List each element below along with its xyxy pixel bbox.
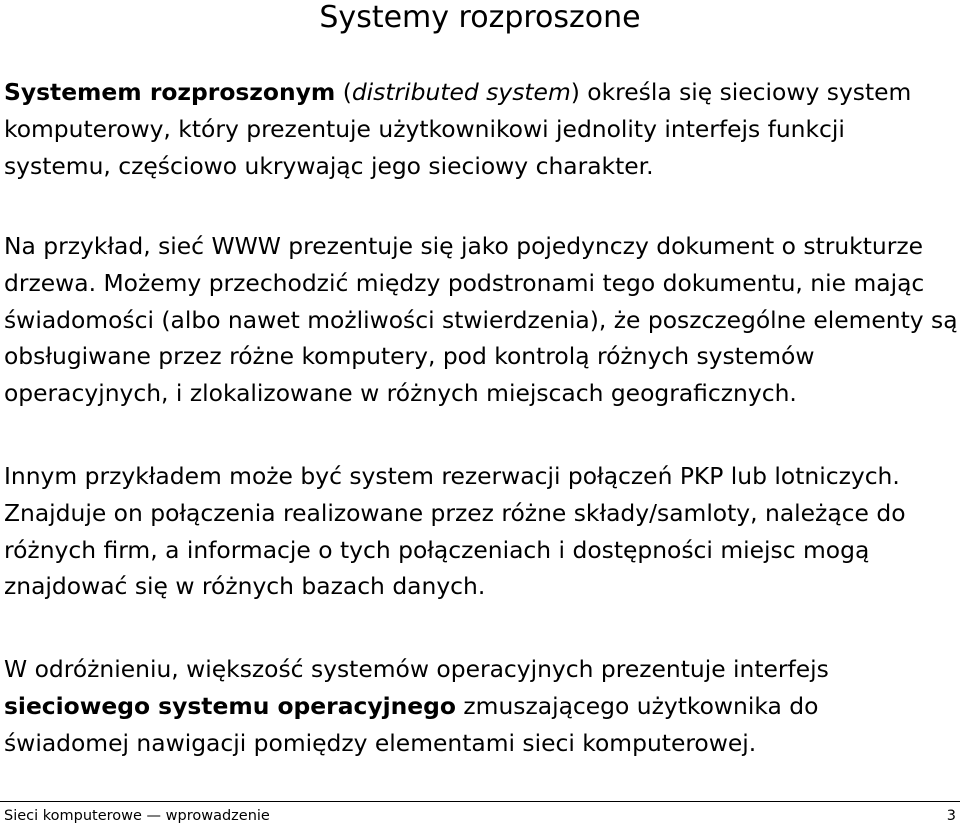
text-line: Innym przykładem może być system rezerwacji połączeń PKP lub lotniczych.	[4, 462, 900, 490]
text-line: świadomości (albo nawet możliwości stwierdzenia), że poszczególne elementy są	[4, 305, 958, 334]
text-line: świadomej nawigacji pomiędzy elementami sieci komputerowej.	[4, 728, 757, 757]
paragraph-reservation-example	[4, 458, 956, 605]
text-line: sieciowego systemu operacyjnego zmuszającego użytkownika do	[4, 691, 819, 720]
paragraph-network-os	[4, 651, 956, 761]
page-number: 3	[946, 808, 956, 824]
text-line: komputerowy, który prezentuje użytkownikowi jednolity interfejs funkcji	[4, 114, 845, 143]
footer-title: Sieci komputerowe — wprowadzenie	[4, 808, 270, 824]
slide-title: Systemy rozproszone	[319, 0, 641, 35]
text-line: znajdować się w różnych bazach danych.	[4, 572, 486, 601]
italic-term: distributed system	[351, 78, 571, 106]
paragraph-definition	[4, 74, 956, 184]
text-line: operacyjnych, i zlokalizowane w różnych miejscach geograficznych.	[4, 379, 797, 408]
paragraph-www-example	[4, 228, 956, 412]
bold-term: Systemem rozproszonym	[4, 78, 336, 106]
text-line: Znajduje on połączenia realizowane przez różne składy/samloty, należące do	[4, 498, 906, 527]
footer	[4, 806, 956, 826]
text-line: drzewa. Możemy przechodzić między podstronami tego dokumentu, nie mając	[4, 268, 925, 297]
text-line: różnych firm, a informacje o tych połączeniach i dostępności miejsc mogą	[4, 535, 870, 564]
text-line: W odróżnieniu, większość systemów operacyjnych prezentuje interfejs	[4, 655, 829, 683]
text-line: Na przykład, sieć WWW prezentuje się jako pojedynczy dokument o strukturze	[4, 232, 924, 260]
bold-term: sieciowego systemu operacyjnego	[4, 691, 456, 720]
text-line: obsługiwane przez różne komputery, pod kontrolą różnych systemów	[4, 342, 815, 371]
text-line: systemu, częściowo ukrywając jego sieciowy charakter.	[4, 151, 654, 180]
text-line: Systemem rozproszonym (distributed system) określa się sieciowy system	[4, 78, 912, 106]
footer-divider	[0, 801, 960, 802]
